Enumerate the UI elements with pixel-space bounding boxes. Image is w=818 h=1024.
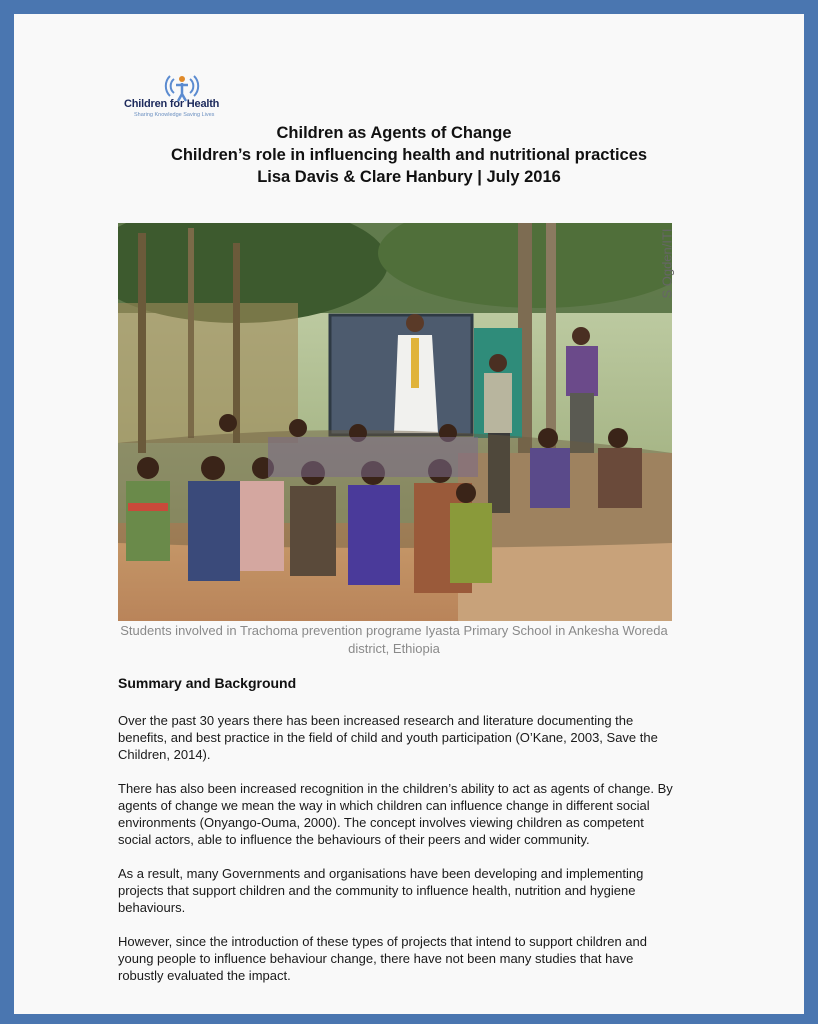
body-text [118, 712, 678, 1001]
document-header [14, 122, 804, 188]
document-page [14, 14, 804, 1014]
authors-date: Lisa Davis & Clare Hanbury | July 2016 [257, 168, 561, 186]
logo-name: Children for Health [124, 98, 220, 110]
photo-credit-text: S Ogden/ITI [659, 228, 675, 299]
page-title: Children as Agents of Change [276, 124, 512, 142]
paragraph: As a result, many Governments and organisations have been developing and implementing projects that support children and the community to influence health, nutrition and hygiene behaviours. [118, 866, 644, 915]
classroom-photo [118, 223, 672, 621]
logo-tagline: Sharing Knowledge Saving Lives [134, 112, 215, 118]
paragraph: Over the past 30 years there has been increased research and literature documenting the benefits, and best practice in the field of child and youth participation (O’Kane, 2003, Save the Children, 2014). [118, 713, 658, 762]
page-subtitle: Children’s role in influencing health and nutritional practices [170, 146, 648, 164]
photo-caption: Students involved in Trachoma prevention programe Iyasta Primary School in Ankesha Woreda district, Ethiopia [120, 623, 668, 656]
outdoor-class-image [118, 223, 672, 621]
photo-credit [659, 222, 686, 312]
section-heading: Summary and Background [118, 675, 297, 691]
paragraph: There has also been increased recognition in the children’s ability to act as agents of change. By agents of change we mean the way in which children can influence change in different social environments (Onyango-Ouma, 2000). The concept involves viewing children as competent social actors, able to influence the behaviours of their peers and wider community. [118, 781, 673, 847]
paragraph: However, since the introduction of these types of projects that intend to support children and young people to influence behaviour change, there have not been many studies that have robustly evaluated the impact. [118, 934, 647, 983]
